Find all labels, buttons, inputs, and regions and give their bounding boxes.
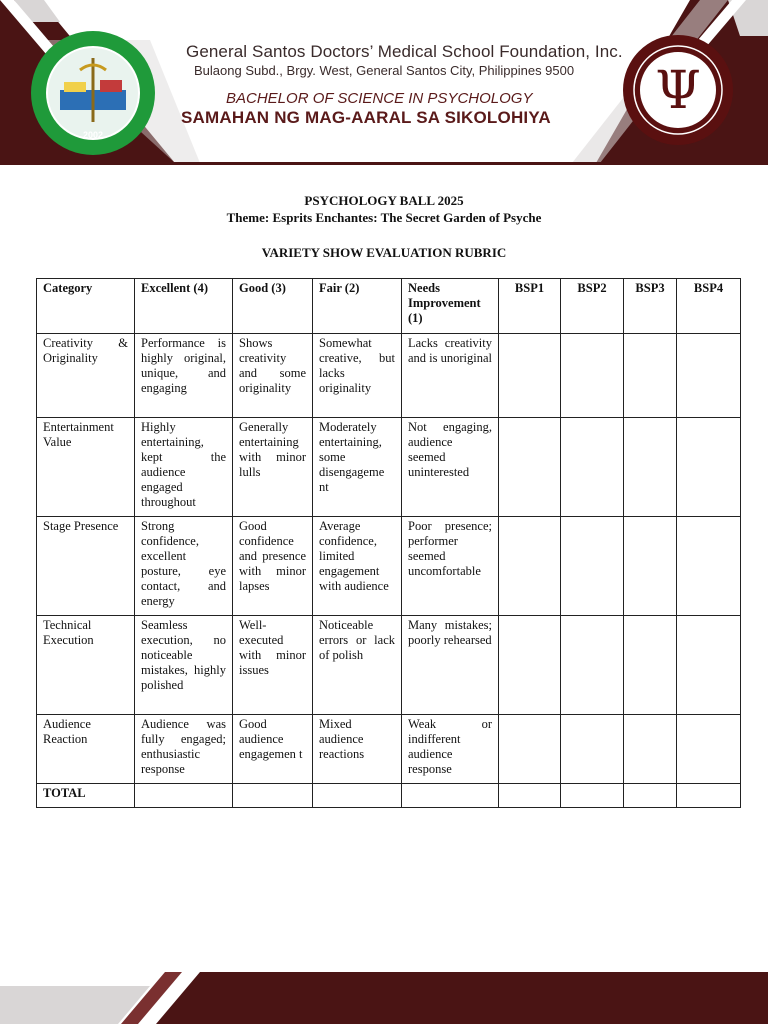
column-header-excellent: Excellent (4) (135, 279, 233, 334)
column-header-category: Category (37, 279, 135, 334)
good-cell: Generally entertaining with minor lulls (233, 418, 313, 517)
total-row (37, 784, 741, 808)
table-header-row (37, 279, 741, 334)
score-cell-bsp1[interactable] (499, 616, 561, 715)
event-theme: Theme: Esprits Enchantes: The Secret Garden of Psyche (226, 210, 542, 225)
score-cell-bsp4[interactable] (677, 715, 741, 784)
excellent-cell: Performance is highly original, unique, and engaging (135, 334, 233, 418)
table-row (37, 418, 741, 517)
category-cell: Technical Execution (37, 616, 135, 715)
score-cell-bsp1[interactable] (499, 334, 561, 418)
good-cell: Shows creativity and some originality (233, 334, 313, 418)
program-name: BACHELOR OF SCIENCE IN PSYCHOLOGY (226, 90, 533, 107)
total-label: TOTAL (37, 784, 135, 808)
column-header-bsp1: BSP1 (499, 279, 561, 334)
event-title: PSYCHOLOGY BALL 2025 (304, 193, 464, 208)
score-cell-bsp4[interactable] (677, 418, 741, 517)
total-cell (402, 784, 499, 808)
school-seal-icon (30, 30, 156, 156)
psi-seal-icon (622, 34, 734, 146)
score-cell-bsp2[interactable] (561, 418, 624, 517)
org-address: Bulaong Subd., Brgy. West, General Santos City, Philippines 9500 (194, 63, 575, 78)
score-cell-bsp2[interactable] (561, 616, 624, 715)
excellent-cell: Highly entertaining, kept the audience engaged throughout (135, 418, 233, 517)
needs-improvement-cell: Not engaging, audience seemed uninterested (402, 418, 499, 517)
good-cell: Good audience engagemen t (233, 715, 313, 784)
svg-text:Ψ: Ψ (655, 61, 701, 121)
fair-cell: Moderately entertaining, some disengageme nt (313, 418, 402, 517)
score-cell-bsp3[interactable] (624, 616, 677, 715)
score-cell-bsp4[interactable] (677, 517, 741, 616)
score-cell-bsp3[interactable] (624, 418, 677, 517)
excellent-cell: Audience was fully engaged; enthusiastic response (135, 715, 233, 784)
footer-band (0, 968, 768, 1024)
score-cell-bsp4[interactable] (677, 334, 741, 418)
score-cell-bsp1[interactable] (499, 418, 561, 517)
score-cell-bsp1[interactable] (499, 715, 561, 784)
rubric-title: VARIETY SHOW EVALUATION RUBRIC (261, 245, 507, 260)
total-cell (233, 784, 313, 808)
table-row (37, 715, 741, 784)
score-cell-bsp2[interactable] (561, 517, 624, 616)
total-cell (135, 784, 233, 808)
column-header-bsp4: BSP4 (677, 279, 741, 334)
column-header-bsp3: BSP3 (624, 279, 677, 334)
score-cell-bsp1[interactable] (499, 517, 561, 616)
table-row (37, 616, 741, 715)
rubric-table (36, 278, 741, 808)
score-cell-bsp2[interactable] (561, 334, 624, 418)
category-cell: Entertainment Value (37, 418, 135, 517)
category-cell: Audience Reaction (37, 715, 135, 784)
total-cell-bsp4[interactable] (677, 784, 741, 808)
good-cell: Well-executed with minor issues (233, 616, 313, 715)
needs-improvement-cell: Weak or indifferent audience response (402, 715, 499, 784)
needs-improvement-cell: Lacks creativity and is unoriginal (402, 334, 499, 418)
column-header-bsp2: BSP2 (561, 279, 624, 334)
fair-cell: Somewhat creative, but lacks originality (313, 334, 402, 418)
total-cell-bsp3[interactable] (624, 784, 677, 808)
org-name: General Santos Doctors’ Medical School Foundation, Inc. (186, 42, 623, 61)
total-cell (313, 784, 402, 808)
letterhead (0, 0, 768, 168)
score-cell-bsp2[interactable] (561, 715, 624, 784)
fair-cell: Mixed audience reactions (313, 715, 402, 784)
table-row (37, 334, 741, 418)
needs-improvement-cell: Many mistakes; poorly rehearsed (402, 616, 499, 715)
fair-cell: Average confidence, limited engagement with audience (313, 517, 402, 616)
good-cell: Good confidence and presence with minor lapses (233, 517, 313, 616)
needs-improvement-cell: Poor presence; performer seemed uncomfortable (402, 517, 499, 616)
total-cell-bsp1[interactable] (499, 784, 561, 808)
score-cell-bsp3[interactable] (624, 334, 677, 418)
score-cell-bsp3[interactable] (624, 715, 677, 784)
student-org-name: SAMAHAN NG MAG-AARAL SA SIKOLOHIYA (181, 108, 551, 127)
table-row (37, 517, 741, 616)
category-cell: Creativity & Originality (37, 334, 135, 418)
column-header-good: Good (3) (233, 279, 313, 334)
fair-cell: Noticeable errors or lack of polish (313, 616, 402, 715)
excellent-cell: Strong confidence, excellent posture, eye contact, and energy (135, 517, 233, 616)
category-cell: Stage Presence (37, 517, 135, 616)
svg-text:2002: 2002 (82, 130, 104, 140)
column-header-fair: Fair (2) (313, 279, 402, 334)
score-cell-bsp3[interactable] (624, 517, 677, 616)
excellent-cell: Seamless execution, no noticeable mistakes, highly polished (135, 616, 233, 715)
score-cell-bsp4[interactable] (677, 616, 741, 715)
total-cell-bsp2[interactable] (561, 784, 624, 808)
column-header-needs-improvement: Needs Improvement (1) (402, 279, 499, 334)
